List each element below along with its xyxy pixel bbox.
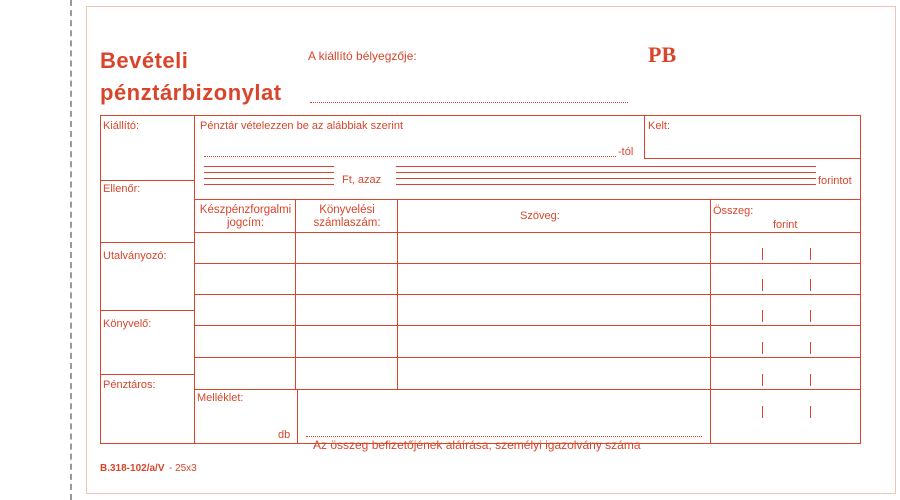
tick-b1	[810, 248, 811, 260]
frame-right	[860, 115, 861, 443]
tick-a5	[762, 374, 763, 386]
tick-a6	[762, 406, 763, 418]
frame-top	[100, 115, 861, 116]
col-divider-3	[710, 199, 711, 443]
kelt-divider	[644, 115, 645, 158]
row-line-2	[194, 263, 860, 264]
melleklet-divider	[297, 389, 298, 443]
tick-a1	[762, 248, 763, 260]
header-jogcim: Készpénzforgalmi jogcím:	[199, 204, 292, 229]
tick-a3	[762, 310, 763, 322]
form-title-line2: pénztárbizonylat	[100, 80, 282, 105]
header-szoveg: Szöveg:	[520, 210, 560, 222]
label-melleklet: Melléklet:	[197, 392, 244, 404]
form-title-line1: Bevételi	[100, 48, 189, 73]
from-dotted-line	[204, 156, 616, 157]
amount-line-1	[204, 166, 334, 167]
instruction-text: Pénztár vételezzen be az alábbiak szerint	[200, 120, 404, 132]
header-osszeg: Összeg:	[713, 205, 754, 217]
label-konyvelo: Könyvelő:	[103, 318, 152, 330]
left-divider-1	[100, 180, 194, 181]
tick-b2	[810, 279, 811, 291]
signature-dotted-line	[306, 436, 702, 437]
words-line-1	[396, 166, 816, 167]
row-line-3	[194, 294, 860, 295]
stamp-label: A kiállító bélyegzője:	[308, 49, 417, 63]
signature-caption: Az összeg befizetőjének aláírása, személyi igazolvány száma	[313, 438, 641, 452]
perforation-line	[70, 0, 72, 500]
left-divider-4	[100, 374, 194, 375]
label-utalvanyozo: Utalványozó:	[103, 250, 167, 262]
words-line-2	[396, 172, 816, 173]
words-line-4	[396, 184, 816, 185]
label-forintot: forintot	[818, 175, 852, 187]
label-penztaros: Pénztáros:	[103, 379, 156, 391]
amount-line-4	[204, 184, 334, 185]
label-ft-azaz: Ft, azaz	[342, 174, 382, 186]
tick-a2	[762, 279, 763, 291]
row-line-4	[194, 325, 860, 326]
frame-left	[100, 115, 101, 443]
kelt-bottom	[644, 158, 860, 159]
words-line-3	[396, 178, 816, 179]
header-forint: forint	[773, 219, 798, 231]
label-ellenor: Ellenőr:	[103, 183, 141, 195]
label-tol: -tól	[618, 146, 634, 158]
form-code-size: - 25x3	[168, 463, 197, 474]
stamp-code: PB	[648, 42, 677, 67]
left-divider-3	[100, 310, 194, 311]
tick-b4	[810, 342, 811, 354]
label-db: db	[278, 429, 291, 441]
row-line-1	[194, 232, 860, 233]
row-line-6	[194, 389, 860, 390]
label-kiallito: Kiállító:	[103, 120, 140, 132]
table-top	[194, 199, 860, 200]
label-kelt: Kelt:	[648, 120, 671, 132]
form-code-number: B.318-102/a/V	[100, 463, 165, 474]
tick-a4	[762, 342, 763, 354]
amount-line-2	[204, 172, 334, 173]
tick-b3	[810, 310, 811, 322]
form-code	[100, 458, 197, 476]
amount-line-3	[204, 178, 334, 179]
title-dotted-line	[310, 102, 628, 103]
left-column-divider	[194, 115, 195, 443]
header-szamlaszam: Könyvelési számlaszám:	[313, 204, 381, 229]
tick-b5	[810, 374, 811, 386]
left-divider-2	[100, 242, 194, 243]
tick-b6	[810, 406, 811, 418]
row-line-5	[194, 357, 860, 358]
